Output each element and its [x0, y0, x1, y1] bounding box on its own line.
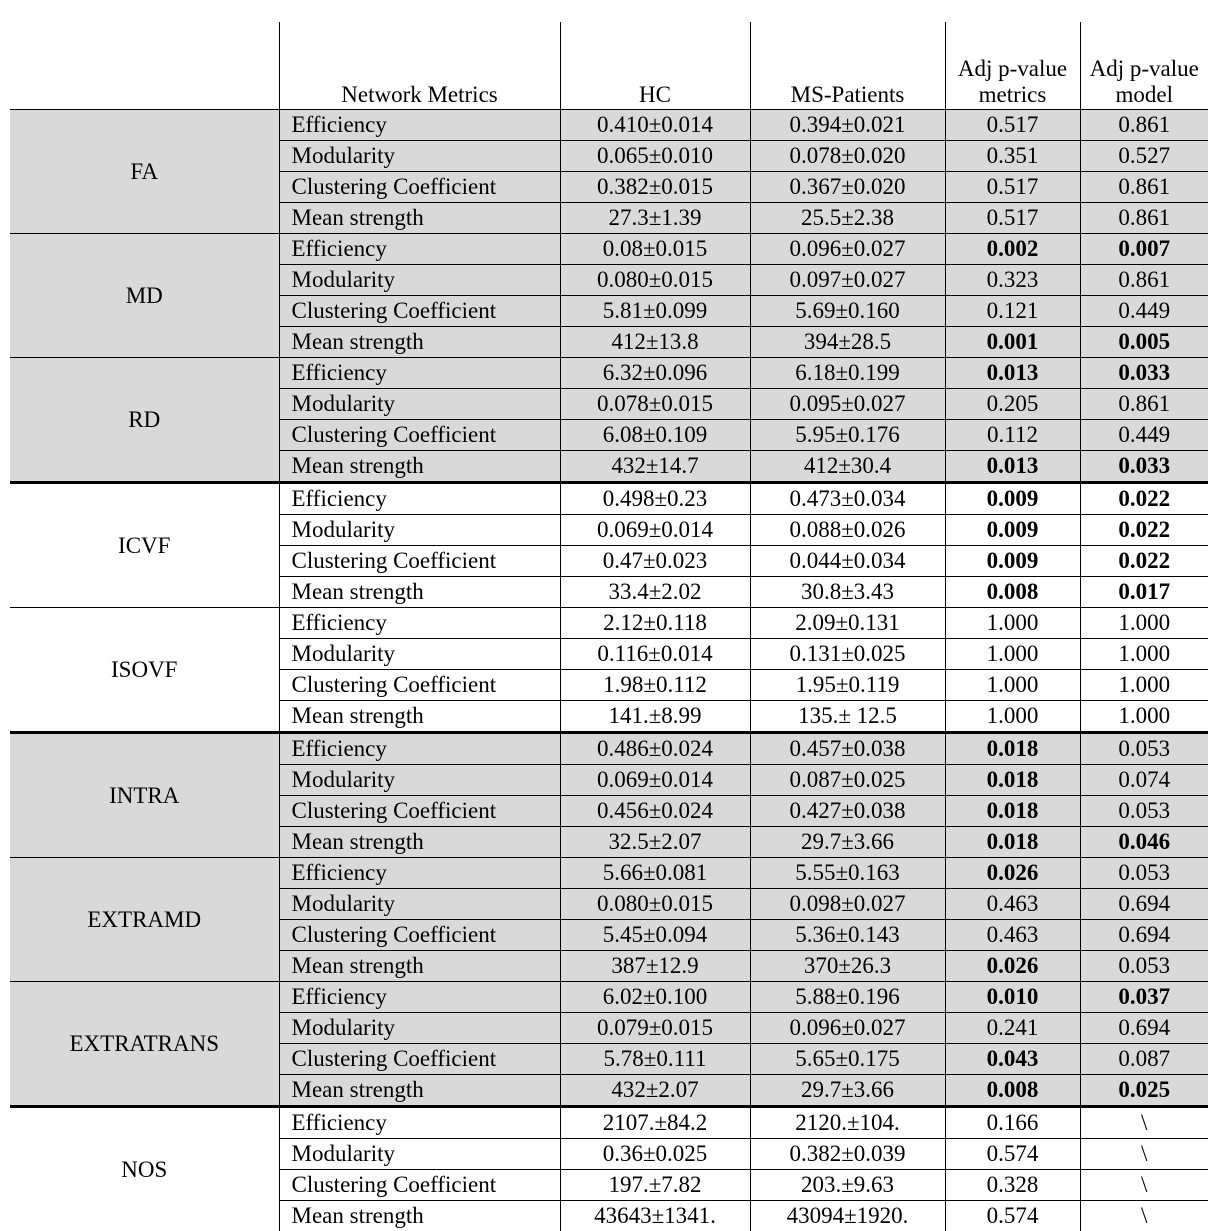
- cell-network-metric: Clustering Coefficient: [279, 920, 560, 951]
- cell-group-label: MD: [10, 234, 279, 358]
- cell-hc-value: 141.±8.99: [560, 701, 750, 733]
- cell-hc-value: 0.078±0.015: [560, 389, 750, 420]
- cell-adj-p-value-metrics: 1.000: [945, 608, 1080, 639]
- cell-network-metric: Modularity: [279, 389, 560, 420]
- cell-adj-p-value-model: 1.000: [1080, 701, 1208, 733]
- cell-ms-patients-value: 135.± 12.5: [750, 701, 945, 733]
- cell-adj-p-value-model: 0.053: [1080, 733, 1208, 765]
- cell-adj-p-value-model: \: [1080, 1170, 1208, 1201]
- cell-adj-p-value-model: 0.087: [1080, 1044, 1208, 1075]
- cell-ms-patients-value: 5.36±0.143: [750, 920, 945, 951]
- cell-adj-p-value-metrics: 0.009: [945, 515, 1080, 546]
- cell-adj-p-value-model: 1.000: [1080, 639, 1208, 670]
- cell-ms-patients-value: 0.097±0.027: [750, 265, 945, 296]
- cell-adj-p-value-model: 0.033: [1080, 451, 1208, 483]
- cell-adj-p-value-model: 0.449: [1080, 420, 1208, 451]
- cell-adj-p-value-model: 0.022: [1080, 483, 1208, 515]
- table-row: [10, 608, 1208, 639]
- cell-hc-value: 2107.±84.2: [560, 1107, 750, 1139]
- cell-adj-p-value-metrics: 0.026: [945, 858, 1080, 889]
- cell-adj-p-value-metrics: 0.018: [945, 733, 1080, 765]
- cell-adj-p-value-model: 0.074: [1080, 765, 1208, 796]
- header-row: [10, 22, 1208, 110]
- cell-ms-patients-value: 412±30.4: [750, 451, 945, 483]
- cell-adj-p-value-model: 0.053: [1080, 796, 1208, 827]
- cell-hc-value: 2.12±0.118: [560, 608, 750, 639]
- cell-hc-value: 5.45±0.094: [560, 920, 750, 951]
- cell-adj-p-value-model: \: [1080, 1139, 1208, 1170]
- cell-hc-value: 6.08±0.109: [560, 420, 750, 451]
- cell-network-metric: Efficiency: [279, 110, 560, 141]
- cell-adj-p-value-model: 0.017: [1080, 577, 1208, 608]
- cell-adj-p-value-metrics: 0.043: [945, 1044, 1080, 1075]
- cell-network-metric: Modularity: [279, 1139, 560, 1170]
- cell-network-metric: Efficiency: [279, 358, 560, 389]
- cell-network-metric: Efficiency: [279, 982, 560, 1013]
- cell-hc-value: 432±14.7: [560, 451, 750, 483]
- cell-adj-p-value-metrics: 1.000: [945, 701, 1080, 733]
- cell-ms-patients-value: 1.95±0.119: [750, 670, 945, 701]
- cell-adj-p-value-metrics: 0.112: [945, 420, 1080, 451]
- cell-hc-value: 0.47±0.023: [560, 546, 750, 577]
- cell-ms-patients-value: 0.078±0.020: [750, 141, 945, 172]
- cell-adj-p-value-model: 0.694: [1080, 1013, 1208, 1044]
- cell-hc-value: 0.36±0.025: [560, 1139, 750, 1170]
- cell-ms-patients-value: 0.095±0.027: [750, 389, 945, 420]
- cell-adj-p-value-model: 0.861: [1080, 172, 1208, 203]
- cell-network-metric: Efficiency: [279, 608, 560, 639]
- cell-ms-patients-value: 5.69±0.160: [750, 296, 945, 327]
- cell-adj-p-value-model: 0.861: [1080, 203, 1208, 234]
- cell-ms-patients-value: 0.427±0.038: [750, 796, 945, 827]
- cell-adj-p-value-metrics: 0.351: [945, 141, 1080, 172]
- cell-network-metric: Mean strength: [279, 577, 560, 608]
- cell-ms-patients-value: 0.473±0.034: [750, 483, 945, 515]
- cell-ms-patients-value: 29.7±3.66: [750, 827, 945, 858]
- table-row: [10, 358, 1208, 389]
- table-row: [10, 483, 1208, 515]
- cell-adj-p-value-metrics: 0.328: [945, 1170, 1080, 1201]
- cell-hc-value: 0.486±0.024: [560, 733, 750, 765]
- cell-adj-p-value-model: 0.022: [1080, 546, 1208, 577]
- cell-group-label: NOS: [10, 1107, 279, 1231]
- cell-adj-p-value-model: 0.861: [1080, 389, 1208, 420]
- table-header: [10, 22, 1208, 110]
- table-row: [10, 858, 1208, 889]
- cell-ms-patients-value: 30.8±3.43: [750, 577, 945, 608]
- cell-group-label: INTRA: [10, 733, 279, 858]
- cell-adj-p-value-model: 0.694: [1080, 920, 1208, 951]
- cell-hc-value: 0.080±0.015: [560, 889, 750, 920]
- cell-adj-p-value-metrics: 0.463: [945, 889, 1080, 920]
- cell-hc-value: 0.410±0.014: [560, 110, 750, 141]
- cell-adj-p-value-model: 1.000: [1080, 670, 1208, 701]
- cell-adj-p-value-metrics: 0.241: [945, 1013, 1080, 1044]
- cell-group-label: EXTRAMD: [10, 858, 279, 982]
- cell-adj-p-value-metrics: 0.574: [945, 1201, 1080, 1231]
- cell-adj-p-value-metrics: 1.000: [945, 670, 1080, 701]
- cell-adj-p-value-metrics: 0.010: [945, 982, 1080, 1013]
- cell-network-metric: Efficiency: [279, 234, 560, 265]
- cell-adj-p-value-metrics: 0.323: [945, 265, 1080, 296]
- cell-network-metric: Clustering Coefficient: [279, 296, 560, 327]
- cell-adj-p-value-model: 0.861: [1080, 110, 1208, 141]
- cell-network-metric: Modularity: [279, 639, 560, 670]
- cell-adj-p-value-model: 0.025: [1080, 1075, 1208, 1107]
- cell-adj-p-value-metrics: 0.013: [945, 358, 1080, 389]
- header-network-metrics: Network Metrics: [279, 22, 560, 110]
- cell-adj-p-value-model: \: [1080, 1107, 1208, 1139]
- cell-ms-patients-value: 0.088±0.026: [750, 515, 945, 546]
- cell-network-metric: Efficiency: [279, 858, 560, 889]
- cell-adj-p-value-model: 0.449: [1080, 296, 1208, 327]
- cell-adj-p-value-model: 0.005: [1080, 327, 1208, 358]
- cell-network-metric: Clustering Coefficient: [279, 420, 560, 451]
- cell-adj-p-value-metrics: 0.018: [945, 796, 1080, 827]
- cell-ms-patients-value: 5.65±0.175: [750, 1044, 945, 1075]
- cell-ms-patients-value: 0.087±0.025: [750, 765, 945, 796]
- header-ms-patients: MS-Patients: [750, 22, 945, 110]
- cell-network-metric: Modularity: [279, 765, 560, 796]
- cell-adj-p-value-metrics: 0.026: [945, 951, 1080, 982]
- cell-adj-p-value-metrics: 0.166: [945, 1107, 1080, 1139]
- cell-group-label: ICVF: [10, 483, 279, 608]
- header-corner: [10, 22, 279, 110]
- cell-ms-patients-value: 0.394±0.021: [750, 110, 945, 141]
- cell-adj-p-value-metrics: 0.013: [945, 451, 1080, 483]
- cell-hc-value: 0.456±0.024: [560, 796, 750, 827]
- cell-group-label: ISOVF: [10, 608, 279, 733]
- table-row: [10, 733, 1208, 765]
- cell-network-metric: Efficiency: [279, 733, 560, 765]
- cell-ms-patients-value: 0.382±0.039: [750, 1139, 945, 1170]
- cell-network-metric: Mean strength: [279, 327, 560, 358]
- cell-ms-patients-value: 29.7±3.66: [750, 1075, 945, 1107]
- cell-adj-p-value-model: 1.000: [1080, 608, 1208, 639]
- cell-network-metric: Clustering Coefficient: [279, 1044, 560, 1075]
- cell-network-metric: Modularity: [279, 141, 560, 172]
- cell-hc-value: 0.069±0.014: [560, 515, 750, 546]
- network-metrics-table: [10, 22, 1208, 1231]
- cell-adj-p-value-model: 0.037: [1080, 982, 1208, 1013]
- cell-network-metric: Mean strength: [279, 827, 560, 858]
- cell-hc-value: 32.5±2.07: [560, 827, 750, 858]
- cell-adj-p-value-metrics: 0.121: [945, 296, 1080, 327]
- cell-network-metric: Modularity: [279, 889, 560, 920]
- cell-ms-patients-value: 0.367±0.020: [750, 172, 945, 203]
- cell-hc-value: 0.498±0.23: [560, 483, 750, 515]
- cell-network-metric: Mean strength: [279, 1075, 560, 1107]
- cell-adj-p-value-metrics: 0.018: [945, 827, 1080, 858]
- cell-hc-value: 0.069±0.014: [560, 765, 750, 796]
- cell-hc-value: 432±2.07: [560, 1075, 750, 1107]
- cell-adj-p-value-model: 0.861: [1080, 265, 1208, 296]
- cell-hc-value: 0.065±0.010: [560, 141, 750, 172]
- cell-adj-p-value-model: 0.527: [1080, 141, 1208, 172]
- cell-network-metric: Mean strength: [279, 1201, 560, 1231]
- cell-hc-value: 197.±7.82: [560, 1170, 750, 1201]
- cell-network-metric: Clustering Coefficient: [279, 670, 560, 701]
- cell-adj-p-value-metrics: 0.574: [945, 1139, 1080, 1170]
- cell-ms-patients-value: 0.098±0.027: [750, 889, 945, 920]
- cell-adj-p-value-metrics: 0.009: [945, 546, 1080, 577]
- cell-network-metric: Efficiency: [279, 483, 560, 515]
- cell-network-metric: Mean strength: [279, 451, 560, 483]
- cell-hc-value: 387±12.9: [560, 951, 750, 982]
- cell-group-label: EXTRATRANS: [10, 982, 279, 1107]
- cell-ms-patients-value: 0.096±0.027: [750, 1013, 945, 1044]
- cell-hc-value: 0.382±0.015: [560, 172, 750, 203]
- cell-adj-p-value-metrics: 1.000: [945, 639, 1080, 670]
- cell-adj-p-value-metrics: 0.018: [945, 765, 1080, 796]
- cell-network-metric: Clustering Coefficient: [279, 172, 560, 203]
- cell-network-metric: Efficiency: [279, 1107, 560, 1139]
- cell-adj-p-value-model: 0.022: [1080, 515, 1208, 546]
- cell-hc-value: 1.98±0.112: [560, 670, 750, 701]
- cell-network-metric: Modularity: [279, 265, 560, 296]
- cell-hc-value: 33.4±2.02: [560, 577, 750, 608]
- cell-adj-p-value-model: 0.053: [1080, 951, 1208, 982]
- cell-hc-value: 27.3±1.39: [560, 203, 750, 234]
- table-row: [10, 234, 1208, 265]
- cell-network-metric: Clustering Coefficient: [279, 796, 560, 827]
- cell-ms-patients-value: 25.5±2.38: [750, 203, 945, 234]
- cell-ms-patients-value: 2.09±0.131: [750, 608, 945, 639]
- table-row: [10, 982, 1208, 1013]
- cell-hc-value: 0.116±0.014: [560, 639, 750, 670]
- cell-ms-patients-value: 0.096±0.027: [750, 234, 945, 265]
- cell-adj-p-value-metrics: 0.008: [945, 1075, 1080, 1107]
- table-row: [10, 110, 1208, 141]
- cell-hc-value: 5.81±0.099: [560, 296, 750, 327]
- cell-network-metric: Modularity: [279, 1013, 560, 1044]
- cell-ms-patients-value: 5.88±0.196: [750, 982, 945, 1013]
- cell-ms-patients-value: 6.18±0.199: [750, 358, 945, 389]
- cell-ms-patients-value: 0.044±0.034: [750, 546, 945, 577]
- cell-adj-p-value-metrics: 0.002: [945, 234, 1080, 265]
- cell-ms-patients-value: 5.55±0.163: [750, 858, 945, 889]
- cell-adj-p-value-model: 0.694: [1080, 889, 1208, 920]
- cell-ms-patients-value: 2120.±104.: [750, 1107, 945, 1139]
- cell-network-metric: Clustering Coefficient: [279, 1170, 560, 1201]
- header-adj-p-value-metrics: Adj p-value metrics: [945, 22, 1080, 110]
- cell-hc-value: 43643±1341.: [560, 1201, 750, 1231]
- table-body: [10, 110, 1208, 1231]
- cell-ms-patients-value: 5.95±0.176: [750, 420, 945, 451]
- cell-hc-value: 0.079±0.015: [560, 1013, 750, 1044]
- cell-network-metric: Mean strength: [279, 951, 560, 982]
- header-adj-p-value-model: Adj p-value model: [1080, 22, 1208, 110]
- header-hc: HC: [560, 22, 750, 110]
- cell-adj-p-value-model: 0.033: [1080, 358, 1208, 389]
- cell-hc-value: 6.32±0.096: [560, 358, 750, 389]
- cell-adj-p-value-metrics: 0.463: [945, 920, 1080, 951]
- cell-adj-p-value-metrics: 0.517: [945, 110, 1080, 141]
- cell-adj-p-value-model: \: [1080, 1201, 1208, 1231]
- cell-hc-value: 5.66±0.081: [560, 858, 750, 889]
- cell-network-metric: Clustering Coefficient: [279, 546, 560, 577]
- cell-hc-value: 0.08±0.015: [560, 234, 750, 265]
- cell-adj-p-value-metrics: 0.205: [945, 389, 1080, 420]
- cell-network-metric: Mean strength: [279, 203, 560, 234]
- cell-hc-value: 6.02±0.100: [560, 982, 750, 1013]
- cell-adj-p-value-model: 0.053: [1080, 858, 1208, 889]
- cell-group-label: FA: [10, 110, 279, 234]
- results-table-container: [10, 22, 1208, 1231]
- cell-ms-patients-value: 203.±9.63: [750, 1170, 945, 1201]
- cell-hc-value: 0.080±0.015: [560, 265, 750, 296]
- cell-adj-p-value-model: 0.007: [1080, 234, 1208, 265]
- cell-ms-patients-value: 394±28.5: [750, 327, 945, 358]
- cell-adj-p-value-metrics: 0.008: [945, 577, 1080, 608]
- table-row: [10, 1107, 1208, 1139]
- cell-ms-patients-value: 0.131±0.025: [750, 639, 945, 670]
- cell-ms-patients-value: 0.457±0.038: [750, 733, 945, 765]
- cell-adj-p-value-metrics: 0.001: [945, 327, 1080, 358]
- cell-group-label: RD: [10, 358, 279, 483]
- cell-adj-p-value-metrics: 0.517: [945, 203, 1080, 234]
- cell-network-metric: Mean strength: [279, 701, 560, 733]
- cell-network-metric: Modularity: [279, 515, 560, 546]
- cell-adj-p-value-model: 0.046: [1080, 827, 1208, 858]
- cell-hc-value: 412±13.8: [560, 327, 750, 358]
- cell-ms-patients-value: 43094±1920.: [750, 1201, 945, 1231]
- cell-ms-patients-value: 370±26.3: [750, 951, 945, 982]
- cell-adj-p-value-metrics: 0.009: [945, 483, 1080, 515]
- cell-adj-p-value-metrics: 0.517: [945, 172, 1080, 203]
- cell-hc-value: 5.78±0.111: [560, 1044, 750, 1075]
